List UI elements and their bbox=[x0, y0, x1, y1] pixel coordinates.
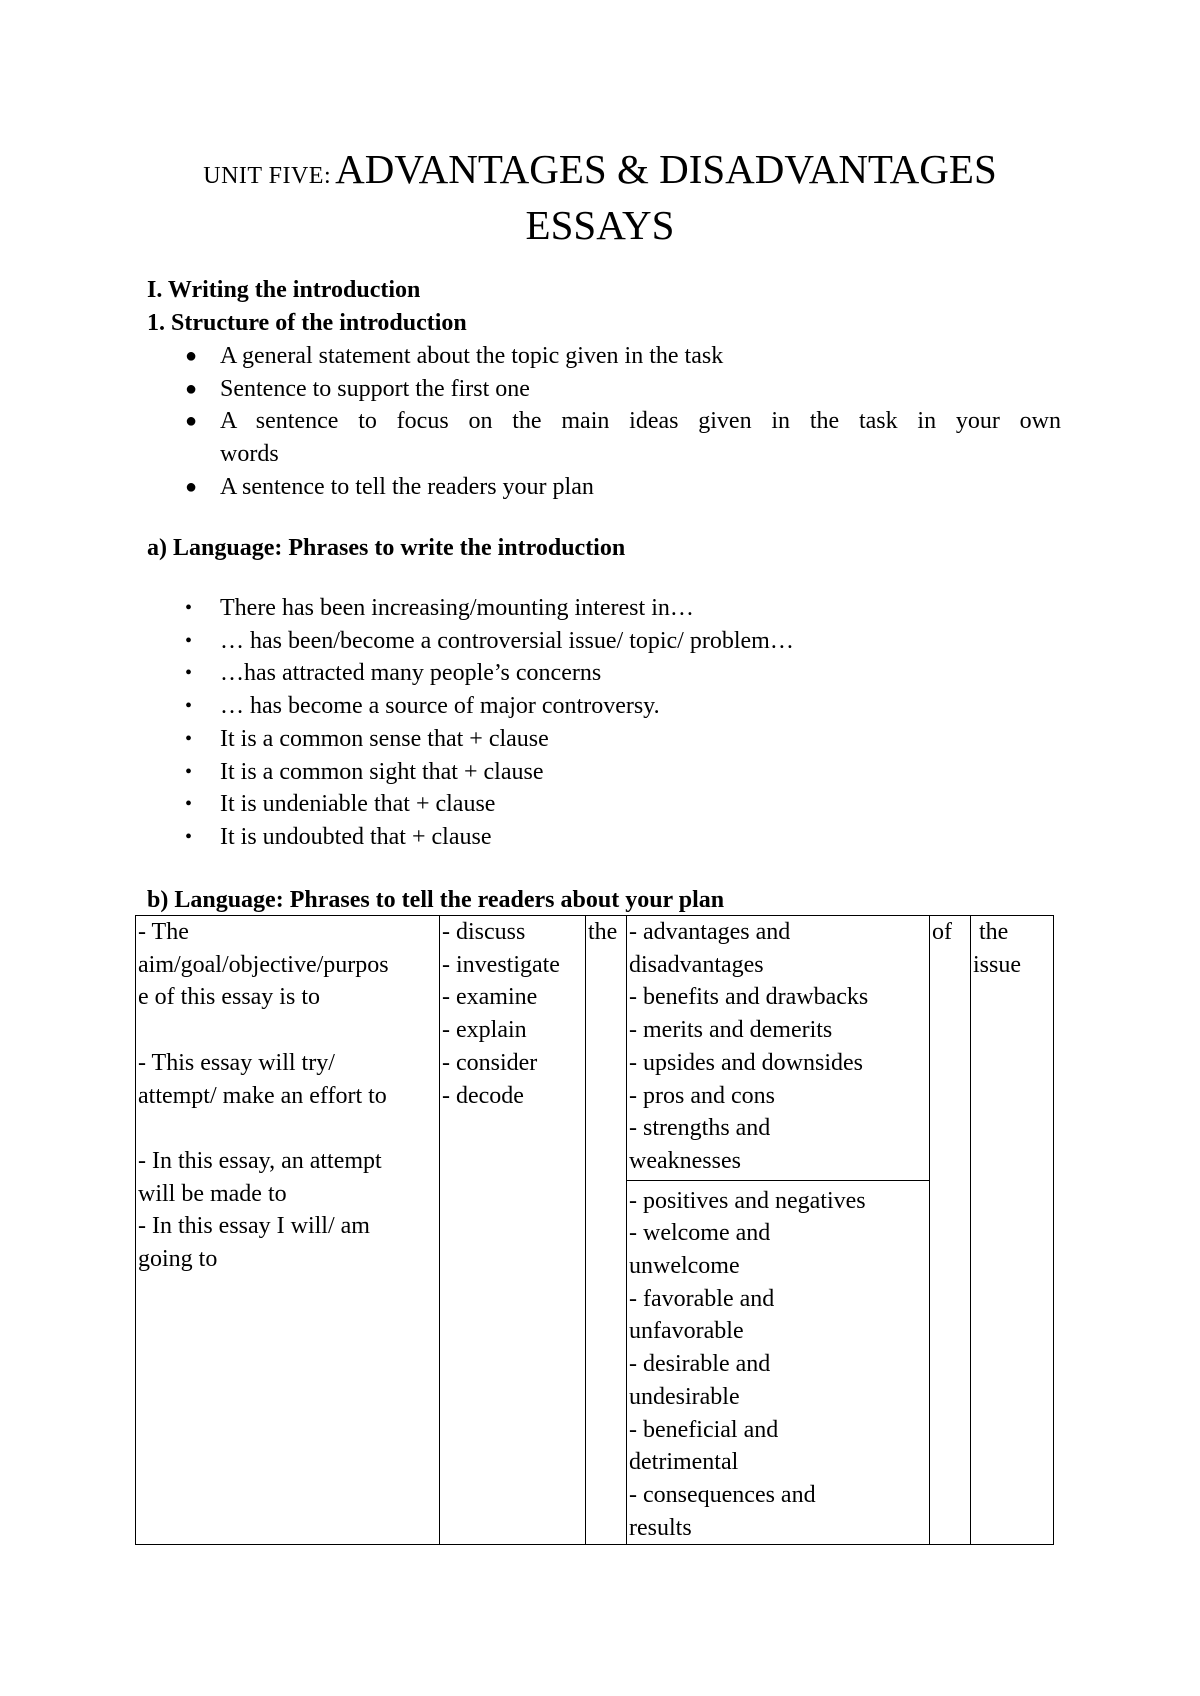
title-main: ADVANTAGES & DISADVANTAGES bbox=[335, 146, 997, 192]
list-item: • It is undeniable that + clause bbox=[185, 788, 1061, 821]
bullet-icon: ● bbox=[185, 345, 198, 367]
bullet-icon: • bbox=[185, 793, 193, 816]
plan-phrases-table bbox=[135, 915, 1054, 1545]
section-heading: I. Writing the introduction bbox=[147, 277, 421, 303]
language-a-heading: a) Language: Phrases to write the introduction bbox=[147, 535, 626, 561]
bullet-icon: • bbox=[185, 629, 193, 652]
list-item: ● Sentence to support the first one bbox=[185, 373, 1061, 406]
table-cell-article: the bbox=[586, 916, 627, 1545]
table-cell-subject: - The aim/goal/objective/purpos e of this essay is to - This essay will try/ attempt/ make an effort to - In this essay, an attempt will be made to - In this essay I will/ am going to bbox=[136, 916, 440, 1545]
table-cell-preposition: of bbox=[930, 916, 971, 1545]
structure-list bbox=[185, 340, 1061, 504]
table-cell-object: the issue bbox=[971, 916, 1054, 1545]
list-item: • It is a common sense that + clause bbox=[185, 723, 1061, 756]
list-item: • It is undoubted that + clause bbox=[185, 821, 1061, 854]
list-item: • … has been/become a controversial issue/ topic/ problem… bbox=[185, 625, 1061, 658]
language-b-heading: b) Language: Phrases to tell the readers about your plan bbox=[147, 887, 725, 913]
list-item: ● A sentence to focus on the main ideas given in the task in your own words bbox=[185, 405, 1061, 470]
list-item: • There has been increasing/mounting interest in… bbox=[185, 592, 1061, 625]
bullet-icon: • bbox=[185, 760, 193, 783]
bullet-icon: • bbox=[185, 662, 193, 685]
page-title bbox=[120, 146, 1080, 258]
nouns-group-bottom: - positives and negatives - welcome and unwelcome - favorable and unfavorable - desirable and undesirable - beneficial and detrimental - consequences and results bbox=[629, 1187, 866, 1541]
bullet-icon: ● bbox=[185, 475, 198, 498]
title-prefix: UNIT FIVE: bbox=[203, 163, 332, 189]
introduction-phrases-list bbox=[185, 592, 1061, 854]
list-item: • …has attracted many people’s concerns bbox=[185, 657, 1061, 690]
bullet-icon: ● bbox=[185, 410, 198, 433]
bullet-icon: • bbox=[185, 695, 193, 718]
bullet-icon: • bbox=[185, 825, 193, 848]
bullet-icon: ● bbox=[185, 377, 198, 400]
list-item: ● A general statement about the topic given in the task bbox=[185, 340, 1061, 373]
nouns-group-top: - advantages and disadvantages - benefits and drawbacks - merits and demerits - upsides and downsides - pros and cons - strengths and weaknesses bbox=[627, 916, 929, 1181]
list-item: ● A sentence to tell the readers your plan bbox=[185, 471, 1061, 504]
table-cell-nouns bbox=[627, 916, 930, 1545]
title-line2: ESSAYS bbox=[525, 202, 675, 248]
list-item: • … has become a source of major controversy. bbox=[185, 690, 1061, 723]
bullet-icon: • bbox=[185, 727, 193, 750]
table-cell-verbs: - discuss - investigate - examine - explain - consider - decode bbox=[440, 916, 586, 1545]
bullet-icon: • bbox=[185, 597, 193, 619]
list-item: • It is a common sight that + clause bbox=[185, 756, 1061, 789]
sub-heading: 1. Structure of the introduction bbox=[147, 310, 467, 336]
table-row bbox=[136, 916, 1054, 1545]
